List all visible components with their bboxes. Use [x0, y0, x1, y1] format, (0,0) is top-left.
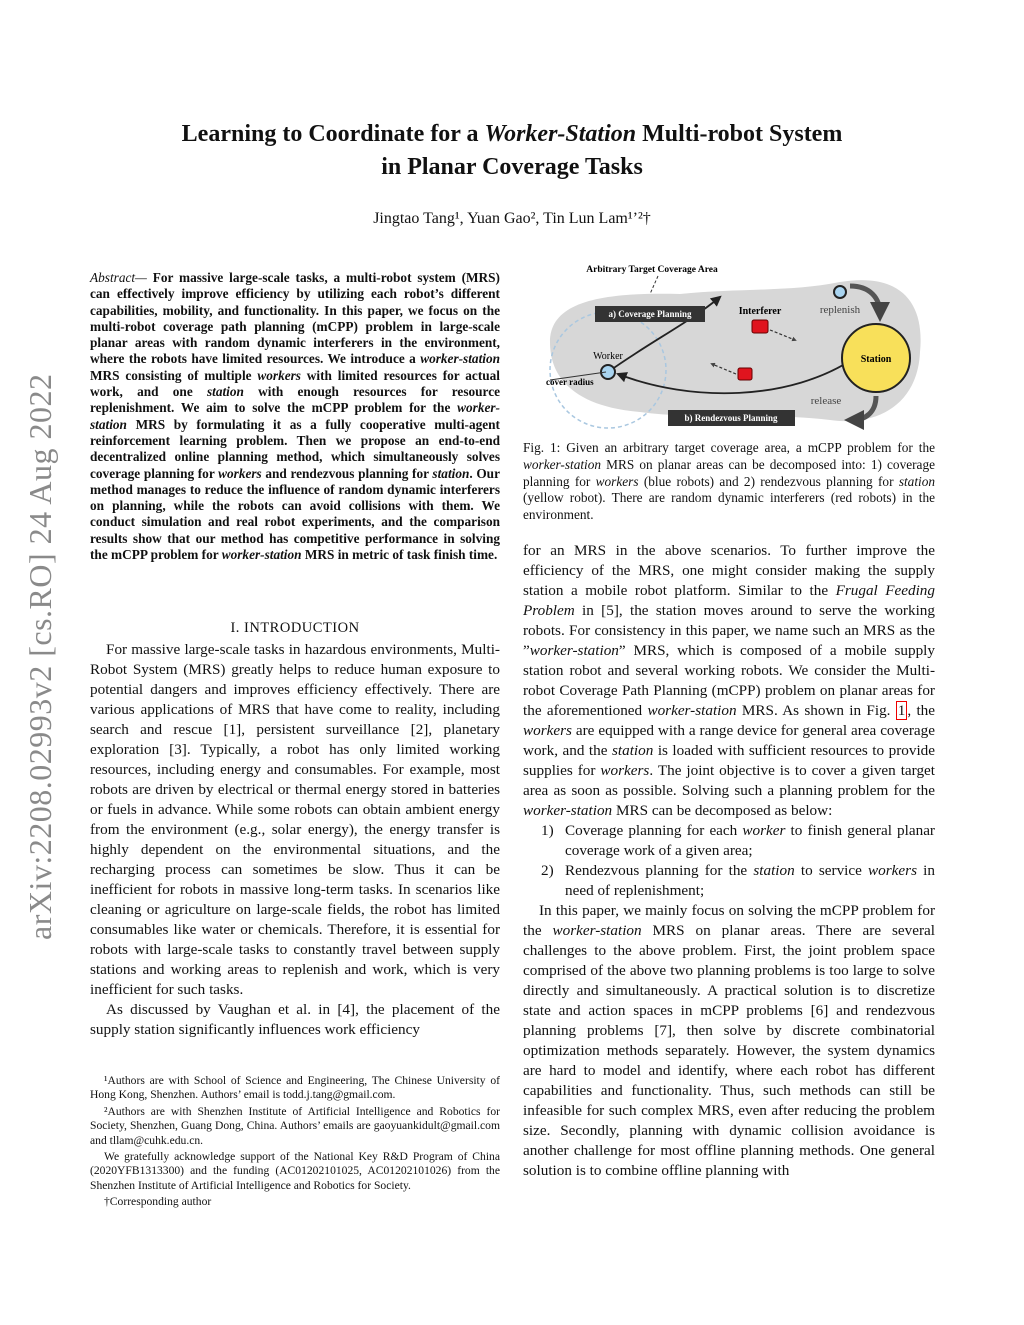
list-item: 2) Rendezvous planning for the station to service workers in need of replenishment; — [541, 862, 935, 899]
arxiv-identifier: arXiv:2208.02993v2 [cs.RO] 24 Aug 2022 — [22, 373, 58, 940]
abstract: Abstract— For massive large-scale tasks, a multi-robot system (MRS) can effectively improve efficiency by utilizing each robot’s different capabilities, mobility, and functionality. In this paper, we focus on the multi-robot coverage path planning (mCPP) problem in large-scale planar areas with random dynamic interferers in the environment, where the robots have limited resources. We introduce a worker-station MRS consisting of multiple workers with limited resources for actual work, and one station with enough resources for resource replenishment. We aim to solve the mCPP problem for the worker-station MRS by formulating it as a fully cooperative multi-agent reinforcement learning problem. Then we propose an end-to-end decentralized online planning method, which simultaneously solves coverage planning for workers and rendezvous planning for station. Our method manages to reduce the influence of random dynamic interferers on planning, while the robots can avoid collisions with them. We conduct simulation and real robot experiments, and the comparison results show that our method has competitive performance in solving the mCPP problem for worker-station MRS in metric of task finish time. — [90, 270, 501, 563]
worker-label: Worker — [593, 351, 623, 362]
list-item: 1) Coverage planning for each worker to finish general planar coverage work of a given area; — [541, 822, 935, 859]
paper-title: Learning to Coordinate for a Worker-Station Multi-robot System in Planar Coverage Tasks — [181, 121, 843, 180]
section-heading-introduction: I. INTRODUCTION — [230, 620, 360, 636]
area-label: Arbitrary Target Coverage Area — [586, 265, 718, 275]
station-label: Station — [860, 354, 892, 365]
footnote-funding: We gratefully acknowledge support of the National Key R&D Program of China (2020YFB1313300) and the funding (AC01202101025, AC01202101026) from the Shenzhen Institute of Artificial Intelligence and Robotics for Society. — [90, 1150, 500, 1192]
introduction-body — [90, 640, 500, 1040]
footnote-affiliation-1: ¹Authors are with School of Science and Engineering, The Chinese University of Hong Kong, Shenzhen. Authors’ email is todd.j.tang@gmail.com. — [90, 1074, 500, 1102]
cover-radius-label: cover radius — [546, 377, 594, 387]
right-paragraph-2: In this paper, we mainly focus on solving the mCPP problem for the worker-station MRS on planar areas. There are several challenges to the above problem. First, the joint problem space comprised of the above two planning problems is too large to solve directly and simultaneously. A practical solution is to discretize state and action spaces in mCPP problems [6] and rendezvous planning problems [7], then solve by discrete combinatorial optimization methods separately. However, the system dynamics are hard to model and identify, where each robot has different capabilities and functionality. Thus, such methods can still be infeasible for such complex MRS, even after reducing the problem size. Secondly, planning with dynamic collision avoidance is another challenge for most offline planning methods. One general solution is to combine offline planning with — [523, 902, 935, 1179]
worker-robot-replenish — [834, 286, 846, 298]
release-label: release — [810, 395, 842, 407]
figure-1-reference-link[interactable]: 1 — [897, 702, 906, 719]
figure-1-diagram — [540, 262, 925, 432]
replenish-label: replenish — [819, 304, 861, 316]
intro-paragraph-1: For massive large-scale tasks in hazardous environments, Multi-Robot System (MRS) greatly helps to reduce human exposure to potential dangers and improves efficiency effectively. There are various applications of MRS that have come to reality, including search and rescue [1], persistent surveillance [2], planetary exploration [3]. Typically, a robot has only limited working resources, including energy and consumables. For example, most robots are driven by electrical or thermal energy stored in batteries or fuels in advance. While some robots can obtain ambient energy from the environment (e.g., solar energy), the energy transfer is highly dependent on the environmental situations, and the recharging process can sometimes be slow. Thus it can be inefficient for robots in massive long-term tasks. In scenarios like cleaning or agriculture on large-scale fields, the robot has limited consumables like water or chemicals. Therefore, it is essential for robots with large-scale tasks to constantly travel between supply stations and working areas to replenish and work, which is very inefficient for such tasks. — [90, 641, 500, 998]
footnote-affiliation-2: ²Authors are with Shenzhen Institute of Artificial Intelligence and Robotics for Society, Shenzhen, Guang Dong, China. Authors’ emails are gaoyuankidult@gmail.com and tllam@cuhk.edu.cn. — [90, 1104, 500, 1147]
rendezvous-planning-label: b) Rendezvous Planning — [684, 413, 778, 423]
footnotes — [90, 1074, 500, 1212]
interferer-robot-1 — [752, 320, 768, 333]
intro-paragraph-2: As discussed by Vaughan et al. in [4], the placement of the supply station significantly influences work efficiency — [90, 1001, 500, 1038]
right-column-body — [523, 541, 935, 1181]
figure-1-caption: Fig. 1: Given an arbitrary target coverage area, a mCPP problem for the worker-station MRS on planar areas can be decomposed into: 1) coverage planning for workers (blue robots) and 2) rendezvous planning for station (yellow robot). There are random dynamic interferers (red robots) in the environment. — [523, 440, 936, 523]
interferer-label: Interferer — [738, 306, 782, 317]
coverage-planning-label: a) Coverage Planning — [608, 309, 692, 319]
right-paragraph-1: for an MRS in the above scenarios. To further improve the efficiency of the MRS, one might consider making the supply station a mobile robot platform. Similar to the Frugal Feeding Problem in [5], the station moves around to serve the working robots. For consistency in this paper, we name such an MRS as the ”worker-station” MRS, which is composed of a mobile supply station robot and several working robots. We consider the Multi-robot Coverage Path Planning (mCPP) problem on planar areas for the aforementioned worker-station MRS. As shown in Fig. 1 , the workers are equipped with a range device for general area coverage work, and the station is loaded with sufficient resources to provide supplies for workers. The joint objective is to cover a given target area as soon as possible. Solving such a planning problem for the worker-station MRS can be decomposed as below: — [523, 542, 936, 819]
author-list: Jingtao Tang¹, Yuan Gao², Tin Lun Lam¹ʼ²† — [373, 210, 651, 227]
interferer-robot-2 — [738, 368, 752, 380]
footnote-corresponding: †Corresponding author — [104, 1195, 212, 1209]
